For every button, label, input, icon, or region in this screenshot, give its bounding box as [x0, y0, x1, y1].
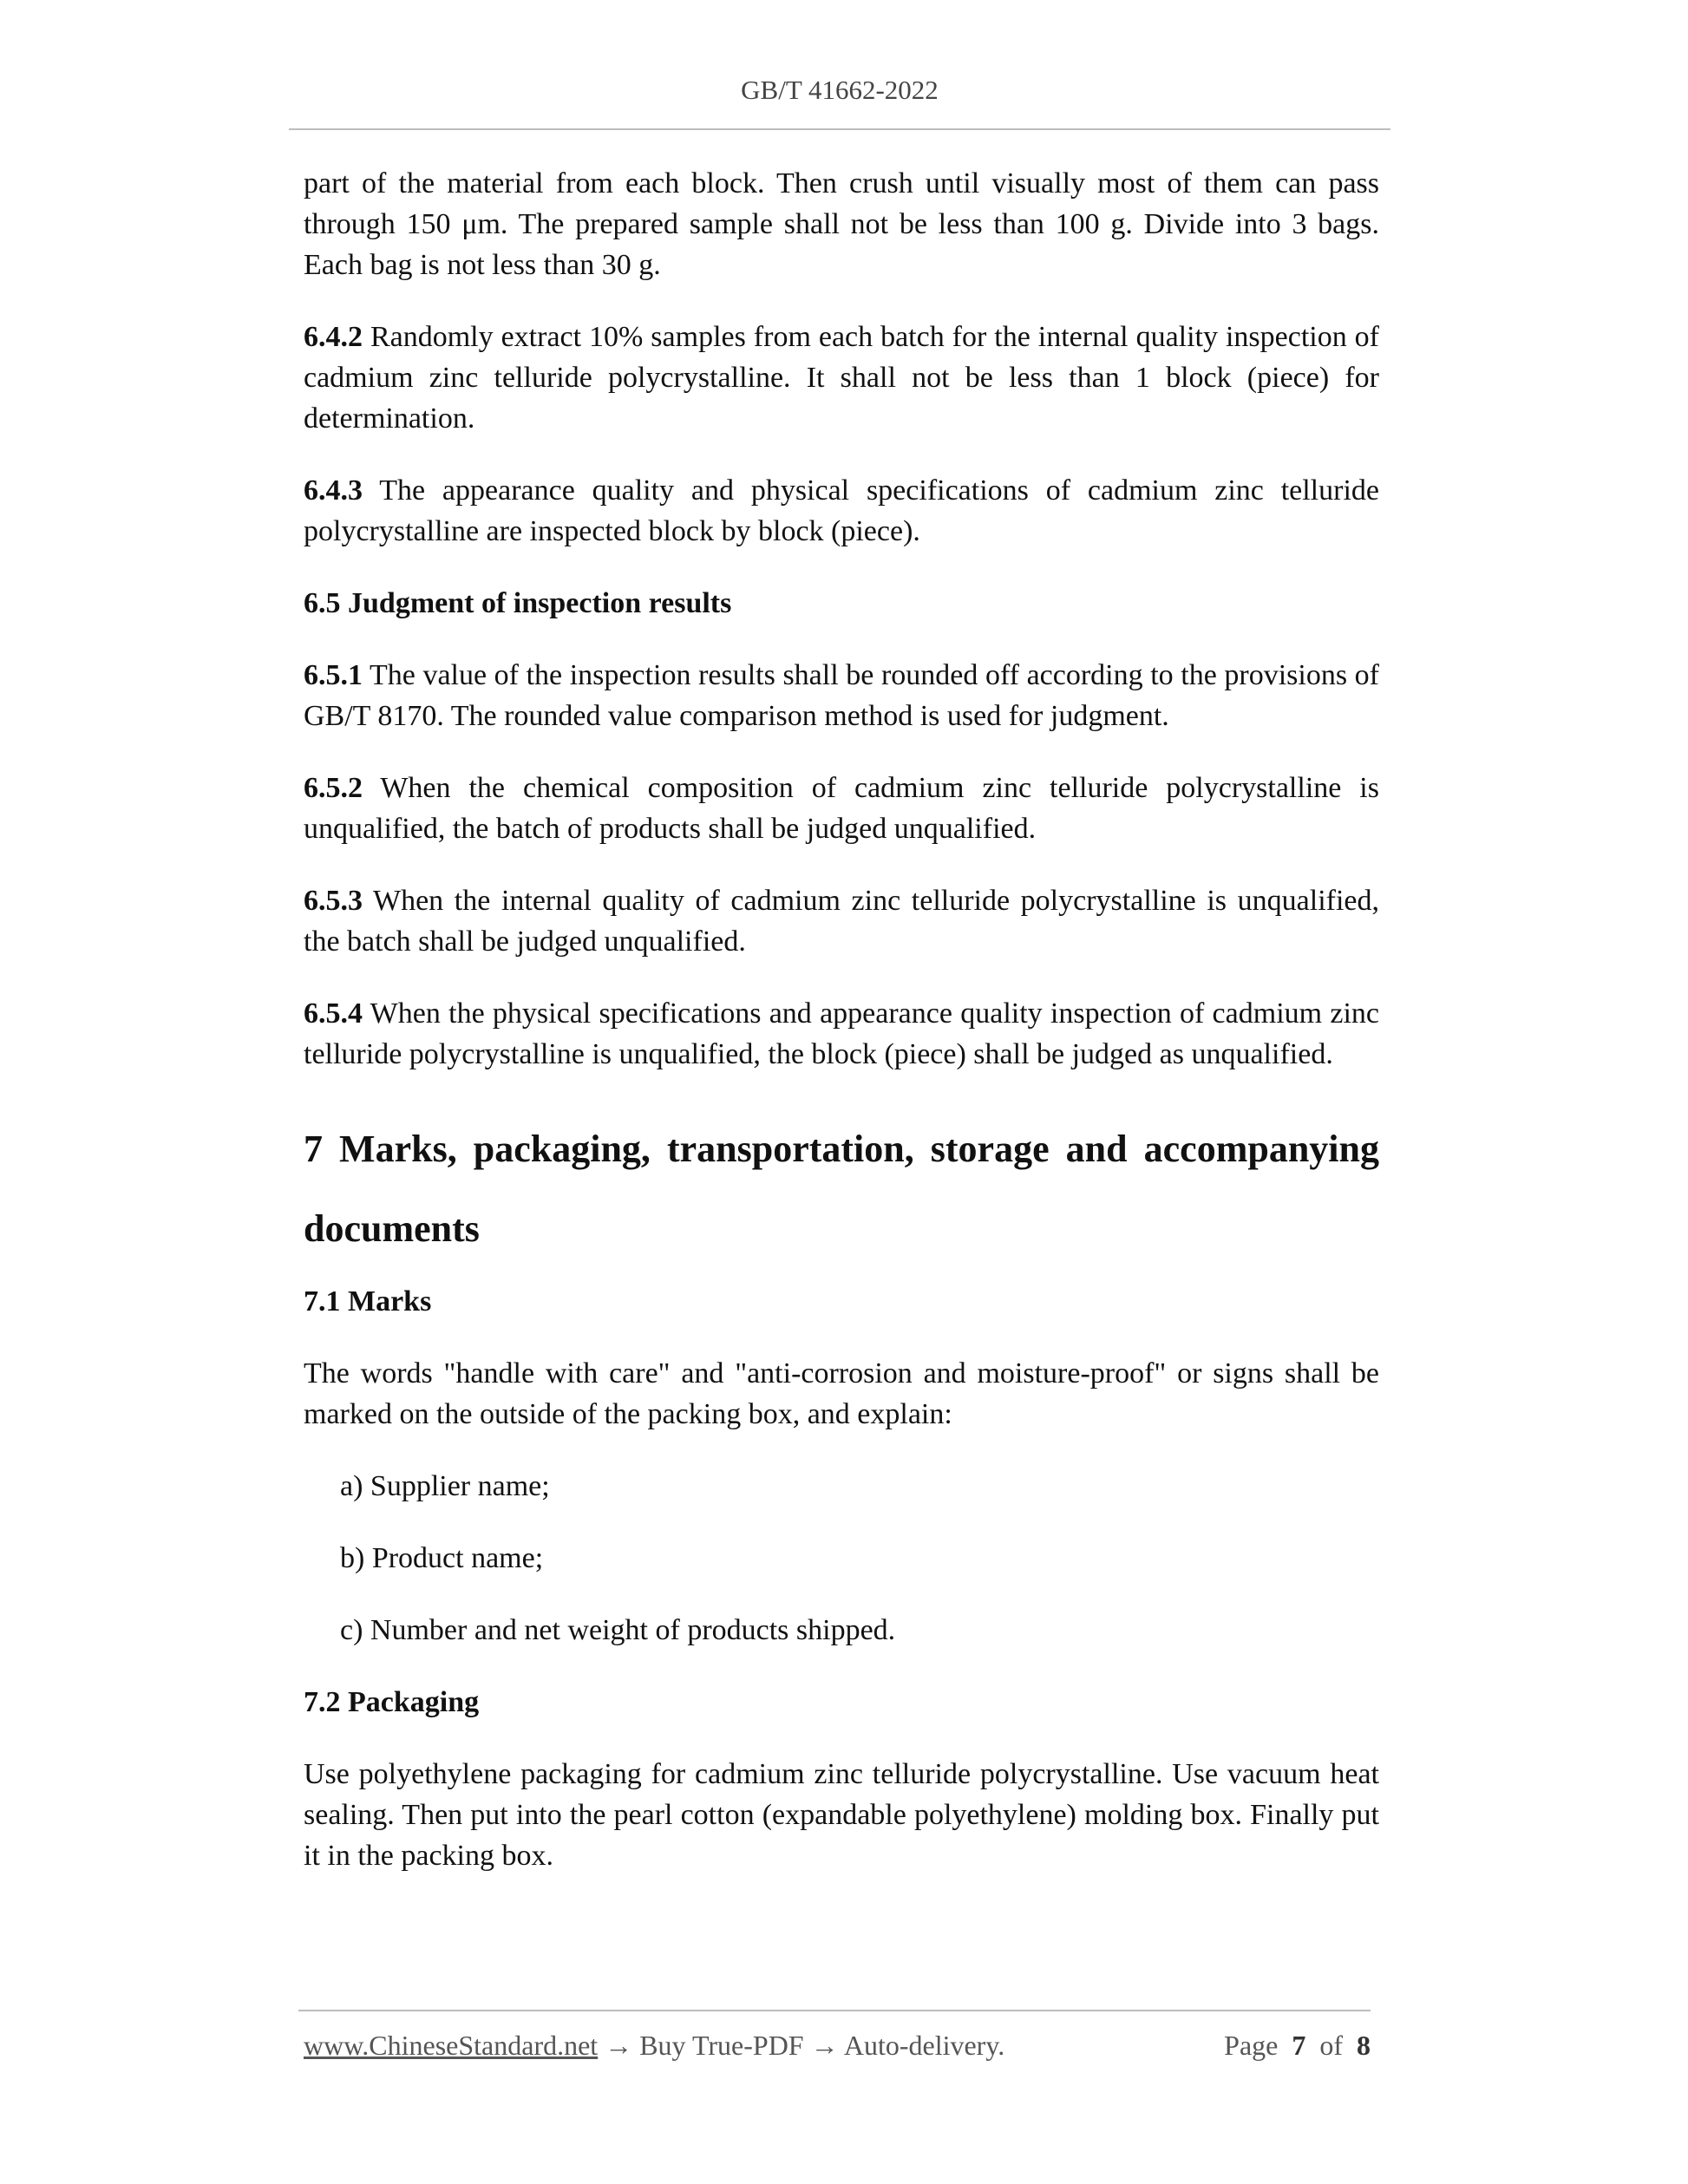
- section-heading-7-1: 7.1 Marks: [304, 1285, 432, 1318]
- clause-number: 6.5.1: [304, 659, 363, 691]
- clause-6-5-1: [304, 655, 1379, 736]
- chapter-heading-line-2: documents: [304, 1207, 480, 1250]
- of-word: of: [1319, 2030, 1343, 2061]
- total-page-number: 8: [1357, 2030, 1371, 2061]
- paragraph-continuation: part of the material from each block. Then crush until visually most of them can pass through 150 μm. The prepared sample shall not be less than 100 g. Divide into 3 bags. Each bag is not less than 30 g.: [304, 167, 1379, 281]
- clause-6-5-4: [304, 993, 1379, 1075]
- list-item: c) Number and net weight of products shipped.: [340, 1614, 896, 1646]
- current-page-number: 7: [1292, 2030, 1306, 2061]
- clause-number: 6.5.3: [304, 885, 363, 917]
- clause-text: The appearance quality and physical specifications of cadmium zinc telluride polycrystalline are inspected block by block (piece).: [304, 474, 1379, 547]
- clause-number: 6.4.3: [304, 474, 363, 507]
- paragraph-marks: The words "handle with care" and "anti-corrosion and moisture-proof" or signs shall be marked on the outside of the packing box, and explain:: [304, 1357, 1379, 1430]
- list-item: a) Supplier name;: [340, 1470, 550, 1502]
- clause-text: Randomly extract 10% samples from each batch for the internal quality inspection of cadmium zinc telluride polycrystalline. It shall not be less than 1 block (piece) for determination.: [304, 321, 1379, 435]
- document-body: [304, 163, 1379, 1907]
- page-word: Page: [1224, 2030, 1279, 2061]
- clause-number: 6.5.4: [304, 997, 363, 1030]
- clause-6-5-3: [304, 880, 1379, 962]
- clause-text: When the chemical composition of cadmium zinc telluride polycrystalline is unqualified, the batch of products shall be judged unqualified.: [304, 772, 1379, 845]
- chapter-heading-7: [304, 1109, 1379, 1269]
- clause-text: When the internal quality of cadmium zinc telluride polycrystalline is unqualified, the batch shall be judged unqualified.: [304, 885, 1379, 958]
- clause-6-4-3: [304, 470, 1379, 552]
- clause-6-4-2: [304, 317, 1379, 439]
- footer-divider: [298, 2010, 1371, 2011]
- page-counter: [1224, 2030, 1371, 2062]
- header-divider: [289, 128, 1390, 130]
- paragraph-packaging: Use polyethylene packaging for cadmium zinc telluride polycrystalline. Use vacuum heat sealing. Then put into the pearl cotton (expandable polyethylene) molding box. Finally put it in the packing box.: [304, 1758, 1379, 1872]
- footer-promo-text: → Buy True-PDF → Auto-delivery.: [598, 2030, 1005, 2061]
- page-header-title: GB/T 41662-2022: [741, 75, 939, 105]
- clause-number: 6.5.2: [304, 772, 363, 804]
- clause-6-5-2: [304, 768, 1379, 849]
- list-item: b) Product name;: [340, 1542, 544, 1574]
- clause-number: 6.4.2: [304, 321, 363, 353]
- chapter-heading-line-1: 7 Marks, packaging, transportation, storage and accompanying: [304, 1128, 1379, 1170]
- footer-promo: [304, 2030, 1004, 2062]
- section-heading-6-5: 6.5 Judgment of inspection results: [304, 587, 732, 619]
- clause-text: The value of the inspection results shall be rounded off according to the provisions of GB/T 8170. The rounded value comparison method is used for judgment.: [304, 659, 1379, 732]
- clause-text: When the physical specifications and appearance quality inspection of cadmium zinc telluride polycrystalline is unqualified, the block (piece) shall be judged as unqualified.: [304, 997, 1379, 1070]
- website-link[interactable]: www.ChineseStandard.net: [304, 2030, 599, 2061]
- section-heading-7-2: 7.2 Packaging: [304, 1686, 480, 1718]
